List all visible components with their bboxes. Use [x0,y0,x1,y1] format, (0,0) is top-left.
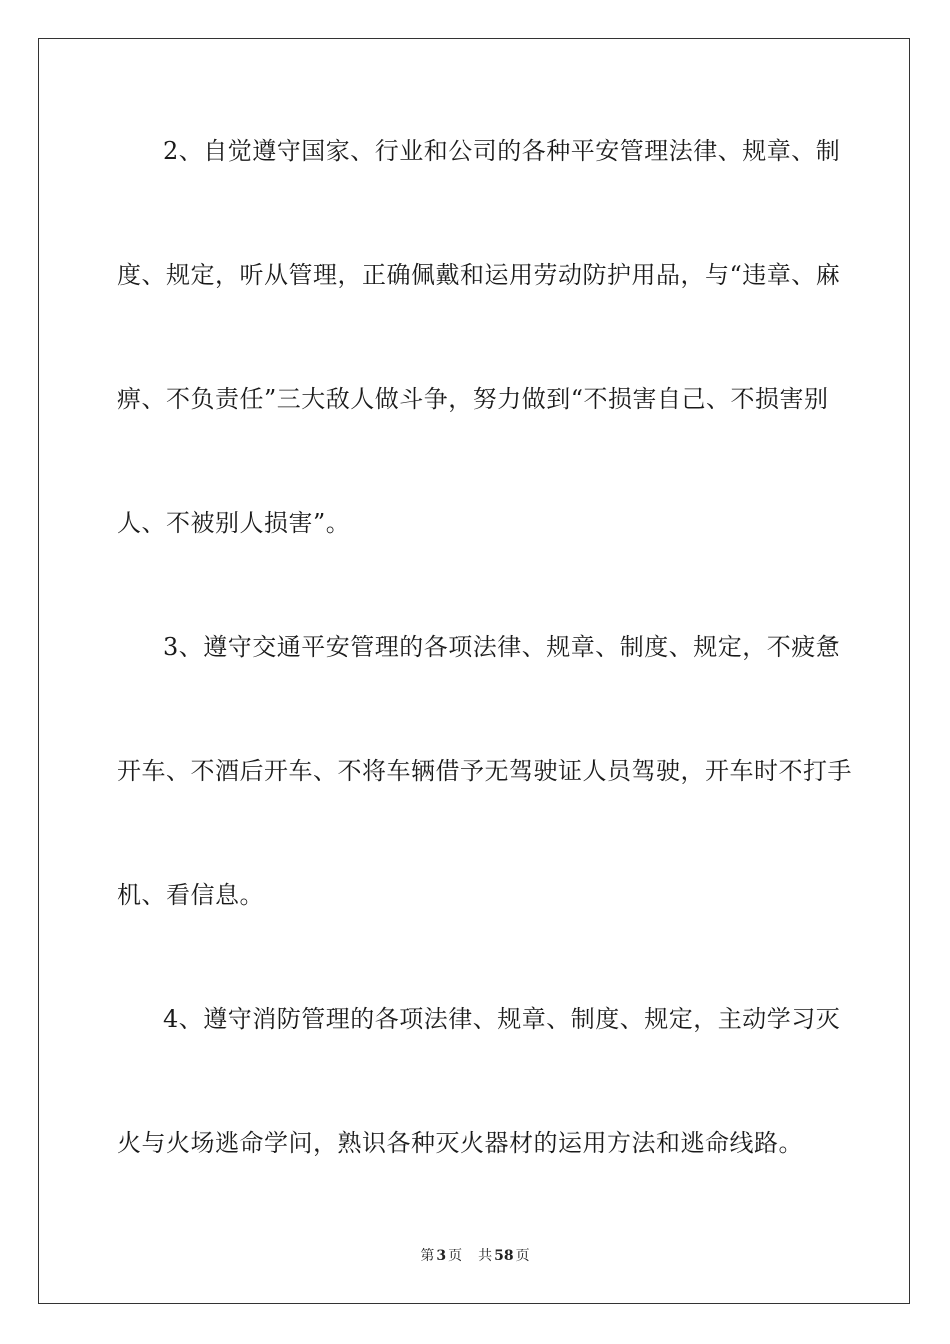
paragraph-2-line-3: 痹、不负责任”三大敌人做斗争，努力做到“不损害自己、不损害别 [117,385,829,413]
paragraph-2-line-4: 人、不被别人损害”。 [117,509,351,537]
paragraph-3-line-3: 机、看信息。 [117,881,264,909]
paragraph-3-line-1: 3、遵守交通平安管理的各项法律、规章、制度、规定，不疲惫 [163,633,841,661]
current-page-number: 3 [436,1248,447,1264]
page-footer [0,1246,950,1266]
paragraph-4-line-1: 4、遵守消防管理的各项法律、规章、制度、规定，主动学习灭 [163,1005,841,1033]
page-prefix: 第 [420,1248,435,1264]
paragraph-2-line-2: 度、规定，听从管理，正确佩戴和运用劳动防护用品，与“违章、麻 [117,261,841,289]
page-border [38,38,910,1304]
page-suffix: 页 [448,1248,463,1264]
total-suffix: 页 [515,1248,530,1264]
paragraph-3-line-2: 开车、不酒后开车、不将车辆借予无驾驶证人员驾驶，开车时不打手 [117,757,852,785]
paragraph-2-line-1: 2、自觉遵守国家、行业和公司的各种平安管理法律、规章、制 [163,137,841,165]
total-pages-number: 58 [494,1248,514,1264]
paragraph-4-line-2: 火与火场逃命学问，熟识各种灭火器材的运用方法和逃命线路。 [117,1129,803,1157]
total-prefix: 共 [478,1248,493,1264]
